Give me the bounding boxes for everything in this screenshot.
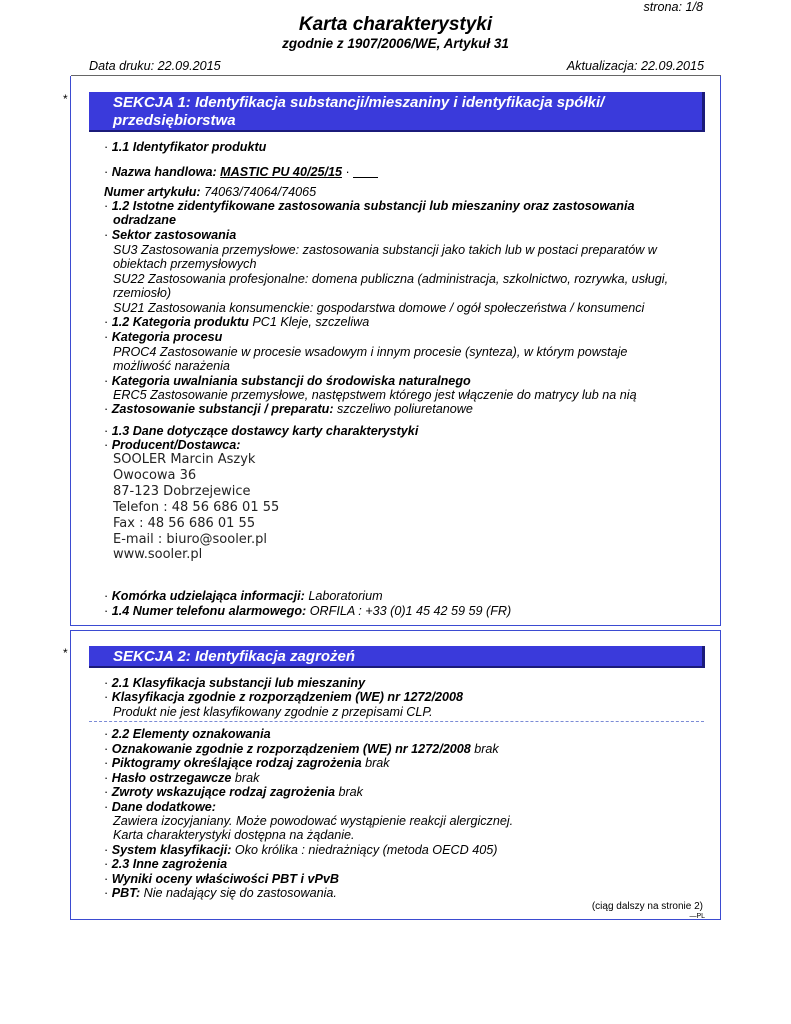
sector-label: · Sektor zastosowania bbox=[104, 228, 237, 242]
proc4-line2: możliwość narażenia bbox=[113, 359, 230, 373]
su3-line1: SU3 Zastosowania przemysłowe: zastosowania substancji jako takich lub w postaci preparatów w bbox=[113, 243, 657, 257]
contact-company: SOOLER Marcin Aszyk bbox=[113, 452, 256, 467]
process-category-label: · Kategoria procesu bbox=[104, 330, 223, 344]
substance-use-row: · Zastosowanie substancji / preparatu: szczeliwo poliuretanowe bbox=[104, 402, 473, 416]
document-subtitle: zgodnie z 1907/2006/WE, Artykuł 31 bbox=[282, 36, 509, 51]
other-hazards-heading: · 2.3 Inne zagrożenia bbox=[104, 857, 228, 871]
producer-label: · Producent/Dostawca: bbox=[104, 438, 241, 452]
product-identifier-heading: · 1.1 Identyfikator produktu bbox=[104, 140, 267, 154]
classification-system-row: · System klasyfikacji: Oko królika : niedrażniący (metoda OECD 405) bbox=[104, 843, 498, 857]
su22-line2: rzemiosło) bbox=[113, 286, 172, 300]
su3-line2: obiektach przemysłowych bbox=[113, 257, 257, 271]
contact-email[interactable]: E-mail : biuro@sooler.pl bbox=[113, 532, 267, 547]
section-1-change-marker: * bbox=[63, 92, 68, 106]
additional-info-line1: Zawiera izocyjaniany. Może powodować wystąpienie reakcji alergicznej. bbox=[113, 814, 514, 828]
trade-name-label: Nazwa handlowa: bbox=[111, 165, 217, 179]
section-2-heading: SEKCJA 2: Identyfikacja zagrożeń bbox=[89, 646, 705, 668]
supplier-heading: · 1.3 Dane dotyczące dostawcy karty charakterystyki bbox=[104, 424, 419, 438]
contact-fax: Fax : 48 56 686 01 55 bbox=[113, 516, 256, 531]
clp-classification-label: · Klasyfikacja zgodnie z rozporządzeniem (WE) nr 1272/2008 bbox=[104, 690, 464, 704]
identified-uses-heading-cont: odradzane bbox=[113, 213, 176, 227]
classification-heading: · 2.1 Klasyfikacja substancji lub mieszaniny bbox=[104, 676, 366, 690]
additional-info-label: · Dane dodatkowe: bbox=[104, 800, 216, 814]
contact-street: Owocowa 36 bbox=[113, 468, 197, 483]
trade-name-value: MASTIC PU 40/25/15 bbox=[220, 165, 342, 179]
section-1-heading-line2: przedsiębiorstwa bbox=[113, 112, 236, 129]
information-contact-row: · Komórka udzielająca informacji: Laboratorium bbox=[104, 589, 383, 603]
su21-line: SU21 Zastosowania konsumenckie: gospodarstwa domowe / ogół społeczeństwa / konsumenci bbox=[113, 301, 645, 315]
update-date: Aktualizacja: 22.09.2015 bbox=[566, 59, 704, 73]
continued-note: (ciąg dalszy na stronie 2) bbox=[591, 901, 703, 912]
pbt-results-heading: · Wyniki oceny właściwości PBT i vPvB bbox=[104, 872, 339, 886]
document-title: Karta charakterystyki bbox=[298, 14, 493, 35]
print-date: Data druku: 22.09.2015 bbox=[89, 59, 221, 73]
product-category-row: · 1.2 Kategoria produktu PC1 Kleje, szczeliwa bbox=[104, 315, 370, 329]
section-1-heading-line1: SEKCJA 1: Identyfikacja substancji/mieszaniny i identyfikacja spółki/ bbox=[113, 94, 605, 111]
article-number-row: Numer artykułu: 74063/74064/74065 bbox=[104, 185, 317, 199]
emergency-phone-row: · 1.4 Numer telefonu alarmowego: ORFILA : +33 (0)1 45 42 59 59 (FR) bbox=[104, 604, 512, 618]
contact-website[interactable]: www.sooler.pl bbox=[113, 547, 203, 562]
pbt-row: · PBT: Nie nadający się do zastosowania. bbox=[104, 886, 337, 900]
language-code: — PL bbox=[689, 913, 705, 920]
additional-info-line2: Karta charakterystyki dostępna na żądanie. bbox=[113, 828, 355, 842]
proc4-line1: PROC4 Zastosowanie w procesie wsadowym i innym procesie (synteza), w którym powstaje bbox=[113, 345, 628, 359]
section-2-change-marker: * bbox=[63, 646, 68, 660]
identified-uses-heading: · 1.2 Istotne zidentyfikowane zastosowania substancji lub mieszaniny oraz zastosowania bbox=[104, 199, 635, 213]
su22-line1: SU22 Zastosowania profesjonalne: domena publiczna (administracja, szkolnictwo, rozrywka, usługi, bbox=[113, 272, 669, 286]
label-elements-heading: · 2.2 Elementy oznakowania bbox=[104, 727, 271, 741]
contact-city: 87-123 Dobrzejewice bbox=[113, 484, 251, 499]
erc5-line: ERC5 Zastosowanie przemysłowe, następstwem którego jest włączenie do matrycy lub na nią bbox=[113, 388, 637, 402]
clp-classification-value: Produkt nie jest klasyfikowany zgodnie z przepisami CLP. bbox=[113, 705, 433, 719]
signal-word-row: · Hasło ostrzegawcze brak bbox=[104, 771, 260, 785]
marking-row: · Oznakowanie zgodnie z rozporządzeniem (WE) nr 1272/2008 brak bbox=[104, 742, 499, 756]
section-1-heading bbox=[89, 92, 705, 132]
trade-name-underline bbox=[353, 177, 378, 178]
pictograms-row: · Piktogramy określające rodzaj zagrożenia brak bbox=[104, 756, 390, 770]
hazard-statements-row: · Zwroty wskazujące rodzaj zagrożenia brak bbox=[104, 785, 363, 799]
page-number: strona: 1/8 bbox=[643, 0, 703, 14]
contact-phone: Telefon : 48 56 686 01 55 bbox=[113, 500, 280, 515]
dashed-divider bbox=[89, 721, 704, 722]
trade-name-row: · Nazwa handlowa: MASTIC PU 40/25/15 · bbox=[104, 165, 350, 179]
release-category-label: · Kategoria uwalniania substancji do środowiska naturalnego bbox=[104, 374, 471, 388]
